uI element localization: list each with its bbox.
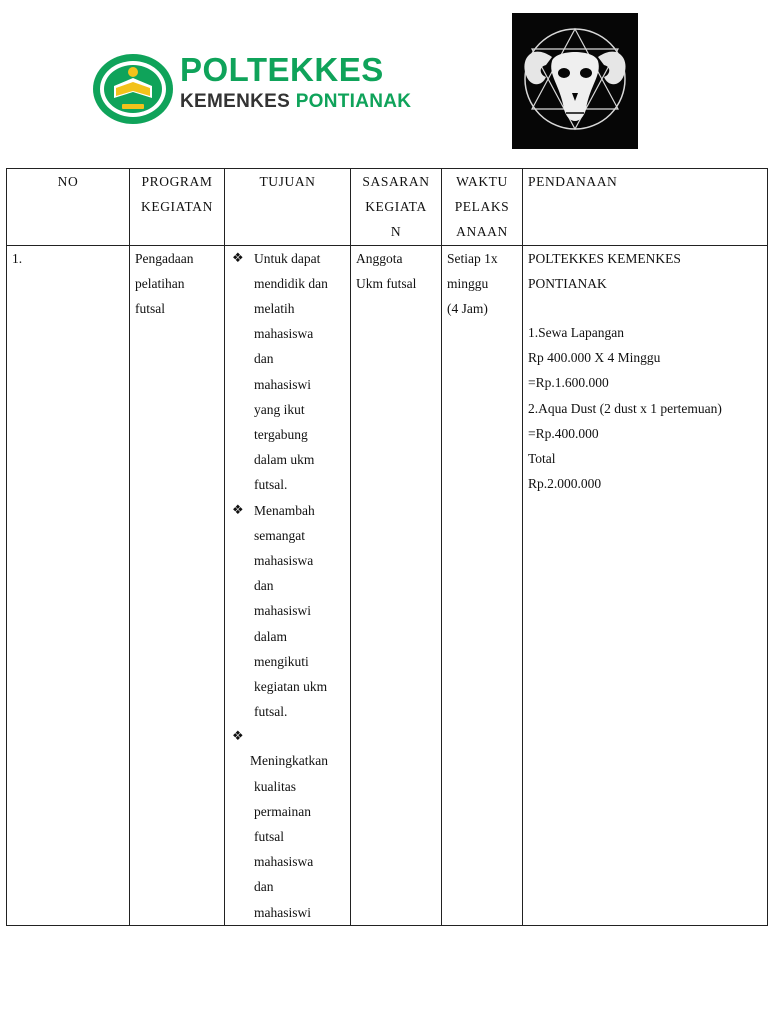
tujuan-line: tergabung — [254, 427, 308, 443]
tujuan-line: dan — [254, 351, 274, 367]
header-waktu — [442, 169, 523, 246]
table-header-row — [7, 169, 768, 246]
cell-sasaran — [351, 245, 442, 925]
tujuan-list — [230, 246, 345, 925]
header-sasaran-line: N — [390, 224, 402, 240]
diamond-bullet-icon: ❖ — [232, 502, 244, 518]
tujuan-line: kegiatan ukm — [254, 679, 328, 695]
header-no — [7, 169, 130, 246]
cell-program — [130, 245, 225, 925]
emblem-icon — [92, 52, 174, 126]
pendanaan-item: Rp.2.000.000 — [528, 476, 602, 492]
header-program-line: PROGRAM — [141, 174, 213, 189]
list-item — [230, 246, 345, 498]
header-waktu-line: ANAAN — [456, 224, 508, 240]
tujuan-line: mahasiswi — [254, 904, 311, 920]
tujuan-line: yang ikut — [254, 401, 305, 417]
tujuan-line: dalam ukm — [254, 452, 315, 468]
pendanaan-org-line: PONTIANAK — [528, 275, 607, 291]
cell-sasaran-line: Ukm futsal — [356, 275, 417, 291]
cell-no-text: 1. — [12, 250, 23, 266]
pendanaan-item: =Rp.1.600.000 — [528, 375, 609, 391]
cell-program-line: pelatihan — [135, 275, 185, 291]
logo-subtitle — [180, 90, 411, 114]
tujuan-line: mahasiswa — [254, 854, 314, 870]
tujuan-line: futsal. — [254, 704, 288, 720]
header-sasaran-line: KEGIATA — [365, 199, 427, 215]
header-waktu-line: PELAKS — [454, 199, 510, 215]
tujuan-line: dan — [254, 879, 274, 895]
tujuan-line: mendidik dan — [254, 275, 328, 291]
header-program — [130, 169, 225, 246]
tujuan-line: Untuk dapat — [254, 250, 321, 266]
cell-waktu — [442, 245, 523, 925]
pendanaan-item: =Rp.400.000 — [528, 425, 599, 441]
cell-tujuan — [225, 245, 351, 925]
tujuan-line: dalam — [254, 628, 287, 644]
logo-title: POLTEKKES — [180, 51, 384, 88]
tujuan-line: Meningkatkan — [250, 753, 328, 769]
tujuan-line: futsal — [254, 829, 284, 845]
header-program-line: KEGIATAN — [141, 199, 213, 215]
tujuan-line: mahasiswi — [254, 376, 311, 392]
cell-waktu-line: Setiap 1x — [447, 250, 498, 266]
program-table — [6, 168, 768, 926]
pendanaan-item: 1.Sewa Lapangan — [528, 325, 624, 341]
cell-no — [7, 245, 130, 925]
tujuan-line: kualitas — [254, 778, 296, 794]
pendanaan-org-line: POLTEKKES KEMENKES — [528, 250, 681, 266]
list-item — [230, 724, 345, 924]
tujuan-line: semangat — [254, 527, 305, 543]
pendanaan-item: Rp 400.000 X 4 Minggu — [528, 350, 661, 366]
tujuan-line: futsal. — [254, 477, 288, 493]
cell-pendanaan — [523, 245, 768, 925]
tujuan-line: mahasiswa — [254, 326, 314, 342]
goat-skull-image — [512, 13, 638, 149]
tujuan-line — [254, 724, 345, 748]
diamond-bullet-icon: ❖ — [232, 250, 244, 266]
logo-subtitle-kemenkes: KEMENKES — [180, 91, 291, 112]
institution-logo — [92, 50, 437, 128]
pendanaan-item: Total — [528, 451, 556, 467]
header-tujuan-text: TUJUAN — [259, 174, 316, 189]
header-tujuan — [225, 169, 351, 246]
cell-waktu-line: (4 Jam) — [447, 301, 488, 317]
tujuan-line: permainan — [254, 803, 311, 819]
pendanaan-item: 2.Aqua Dust (2 dust x 1 pertemuan) — [528, 400, 722, 416]
tujuan-line: mahasiswa — [254, 553, 314, 569]
header-waktu-line: WAKTU — [456, 174, 508, 189]
tujuan-line: Menambah — [254, 502, 315, 518]
header-pendanaan-text: PENDANAAN — [528, 174, 618, 189]
diamond-bullet-icon: ❖ — [232, 729, 244, 745]
cell-program-line: futsal — [135, 301, 165, 317]
header-sasaran-line: SASARAN — [362, 174, 430, 189]
cell-program-line: Pengadaan — [135, 250, 194, 266]
spacer — [528, 296, 762, 320]
header-sasaran — [351, 169, 442, 246]
tujuan-line: melatih — [254, 301, 295, 317]
cell-sasaran-line: Anggota — [356, 250, 403, 266]
tujuan-line: dan — [254, 578, 274, 594]
logo-subtitle-pontianak: PONTIANAK — [295, 91, 412, 112]
tujuan-line: mahasiswi — [254, 603, 311, 619]
goat-skull-icon — [512, 13, 638, 149]
list-item — [230, 498, 345, 725]
header-pendanaan — [523, 169, 768, 246]
cell-waktu-line: minggu — [447, 275, 489, 291]
tujuan-line: mengikuti — [254, 653, 309, 669]
table-row — [7, 245, 768, 925]
header-no-text: NO — [57, 174, 79, 189]
